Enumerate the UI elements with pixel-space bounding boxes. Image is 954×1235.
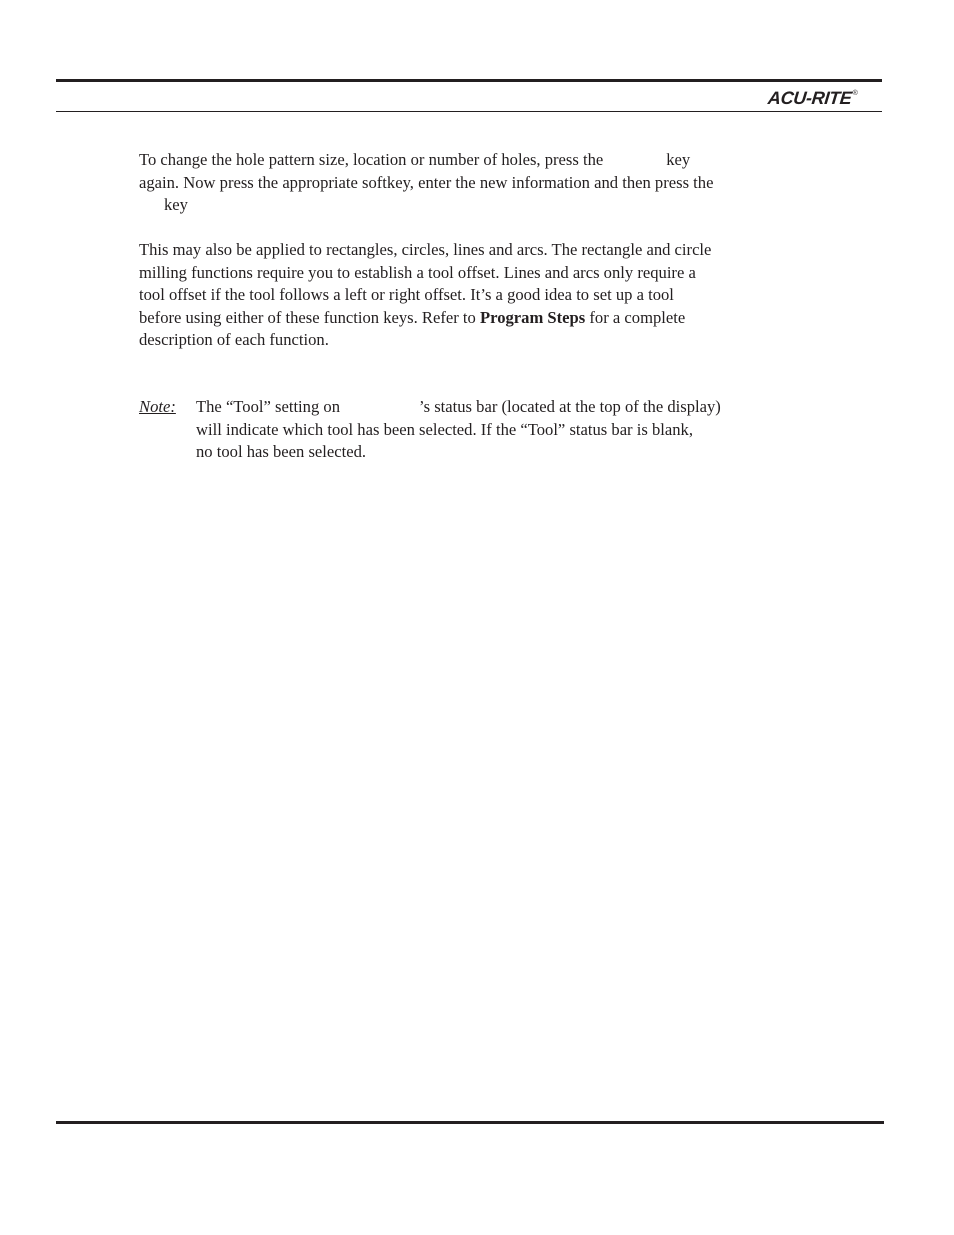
text-line bbox=[139, 194, 799, 217]
note-label: Note: bbox=[139, 397, 176, 416]
logo-text: ACU-RITE bbox=[766, 88, 853, 108]
text-line: This may also be applied to rectangles, circles, lines and arcs. The rectangle and circle bbox=[139, 240, 712, 259]
paragraph-hole-pattern bbox=[139, 149, 799, 217]
registered-mark: ® bbox=[852, 90, 858, 97]
text-segment: ’s status bar (located at the top of the display) bbox=[419, 397, 721, 416]
text-line: again. Now press the appropriate softkey, enter the new information and then press the bbox=[139, 172, 714, 192]
header-rule-thick bbox=[56, 79, 882, 82]
text-line bbox=[139, 307, 799, 330]
note-body bbox=[196, 396, 796, 464]
text-segment: The “Tool” setting on bbox=[196, 397, 340, 416]
text-line bbox=[196, 396, 796, 419]
footer-rule bbox=[56, 1121, 884, 1124]
text-line: no tool has been selected. bbox=[196, 442, 367, 461]
text-line: tool offset if the tool follows a left or right offset. It’s a good idea to set up a tool bbox=[139, 285, 674, 304]
text-segment: key bbox=[666, 150, 691, 169]
text-segment: before using either of these function keys. Refer to bbox=[139, 307, 476, 327]
acu-rite-logo bbox=[768, 86, 858, 110]
paragraph-shapes bbox=[139, 239, 799, 352]
text-segment: key bbox=[164, 195, 188, 214]
text-line: description of each function. bbox=[139, 330, 329, 349]
text-segment: To change the hole pattern size, location or number of holes, press the bbox=[139, 150, 604, 169]
header-rule-thin bbox=[56, 111, 882, 112]
text-line bbox=[139, 149, 799, 172]
program-steps-reference: Program Steps bbox=[480, 307, 586, 327]
text-line: will indicate which tool has been selected. If the “Tool” status bar is blank, bbox=[196, 419, 693, 439]
text-line: milling functions require you to establish a tool offset. Lines and arcs only require a bbox=[139, 262, 696, 282]
text-segment: for a complete bbox=[589, 307, 686, 327]
